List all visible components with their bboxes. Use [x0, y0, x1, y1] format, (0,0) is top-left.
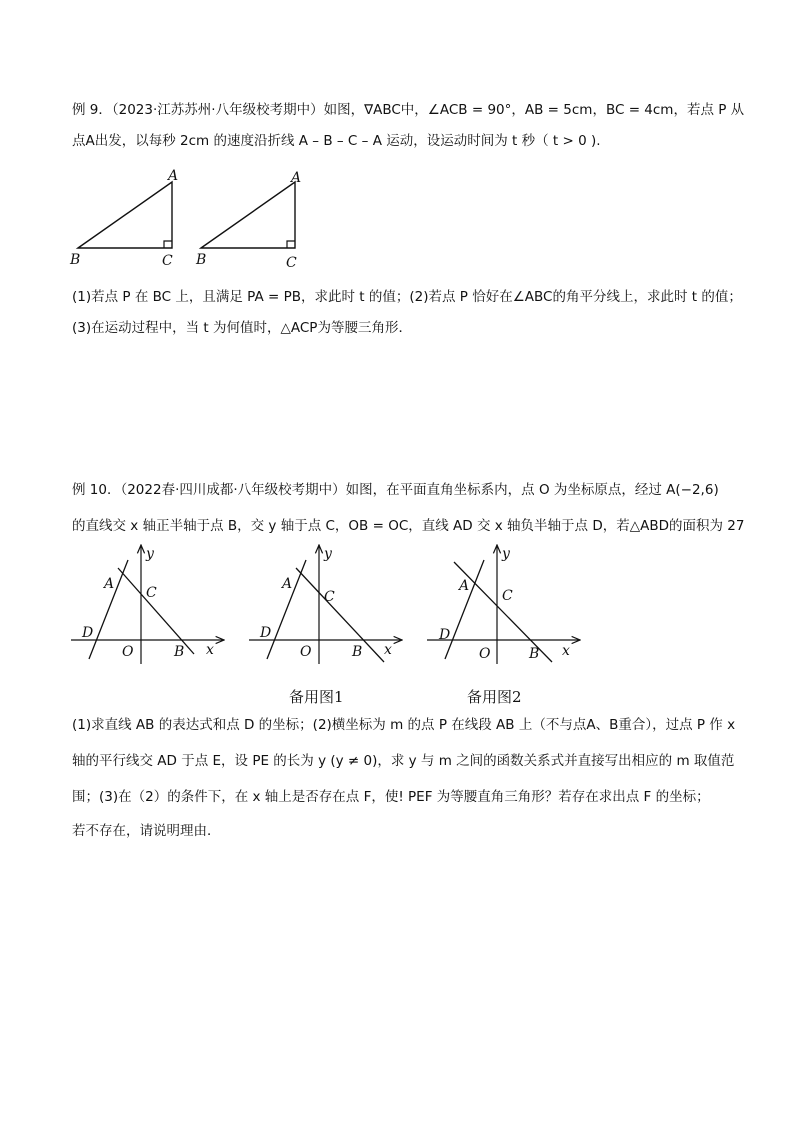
label-a: A: [104, 576, 115, 592]
ex9-line2: 点A出发，以每秒 2cm 的速度沿折线 A – B – C – A 运动，设运动时间为 t 秒（ t > 0 ).: [72, 133, 601, 149]
label-c: C: [162, 253, 173, 269]
ex10-question-line3: 围；(3)在（2）的条件下，在 x 轴上是否存在点 F，使! PEF 为等腰直角三角形？若存在求出点 F 的坐标；: [72, 789, 710, 805]
label-b: B: [352, 644, 363, 660]
label-c: C: [324, 589, 335, 605]
label-y: y: [502, 546, 510, 562]
label-c: C: [502, 588, 513, 604]
label-x: x: [562, 643, 570, 659]
coordinate-figure-main: [71, 545, 224, 664]
caption-backup-figure-2: 备用图2: [467, 688, 522, 706]
ex10-question-line4: 若不存在，请说明理由．: [72, 823, 221, 839]
ex9-question-3: (3)在运动过程中，当 t 为何值时，△ACP为等腰三角形．: [72, 320, 412, 336]
label-b: B: [174, 644, 185, 660]
label-d: D: [82, 625, 94, 641]
label-o: O: [300, 644, 312, 660]
label-a: A: [291, 170, 302, 186]
label-d: D: [439, 627, 451, 643]
ex10-line2: 的直线交 x 轴正半轴于点 B，交 y 轴于点 C，OB = OC，直线 AD 交 x 轴负半轴于点 D，若△ABD的面积为 27: [72, 518, 745, 534]
label-y: y: [324, 546, 332, 562]
label-x: x: [384, 642, 392, 658]
label-o: O: [479, 646, 491, 662]
label-y: y: [146, 546, 154, 562]
ex10-question-line2: 轴的平行线交 AD 于点 E，设 PE 的长为 y (y ≠ 0)，求 y 与 m 之间的函数关系式并直接写出相应的 m 取值范: [72, 753, 735, 769]
label-o: O: [122, 644, 134, 660]
caption-backup-figure-1: 备用图1: [289, 688, 344, 706]
label-a: A: [459, 578, 470, 594]
label-b: B: [196, 252, 207, 268]
coordinate-figure-backup-2: [427, 545, 580, 664]
label-b: B: [70, 252, 81, 268]
ex10-line1: 例 10．（2022春·四川成都·八年级校考期中）如图，在平面直角坐标系内，点 O 为坐标原点，经过 A(−2,6): [72, 482, 719, 498]
ex10-coordinate-figures: [66, 542, 746, 672]
triangle-figure-2: [195, 170, 301, 271]
ex9-question-1-2: (1)若点 P 在 BC 上，且满足 PA = PB，求此时 t 的值；(2)若点 P 恰好在∠ABC的角平分线上，求此时 t 的值；: [72, 289, 742, 305]
label-c: C: [146, 585, 157, 601]
ex9-line1: 例 9．（2023·江苏苏州·八年级校考期中）如图，∇ABC中，∠ACB = 90°，AB = 5cm，BC = 4cm，若点 P 从: [72, 102, 745, 118]
coordinate-figure-backup-1: [249, 545, 402, 664]
label-c: C: [286, 255, 297, 271]
label-a: A: [168, 168, 179, 184]
label-d: D: [260, 625, 272, 641]
ex9-triangle-figures: [60, 164, 320, 272]
label-b: B: [529, 646, 540, 662]
triangle-figure-1: [69, 168, 178, 269]
label-x: x: [206, 642, 214, 658]
label-a: A: [282, 576, 293, 592]
ex10-question-line1: (1)求直线 AB 的表达式和点 D 的坐标；(2)横坐标为 m 的点 P 在线段 AB 上（不与点A、B重合），过点 P 作 x: [72, 717, 736, 733]
